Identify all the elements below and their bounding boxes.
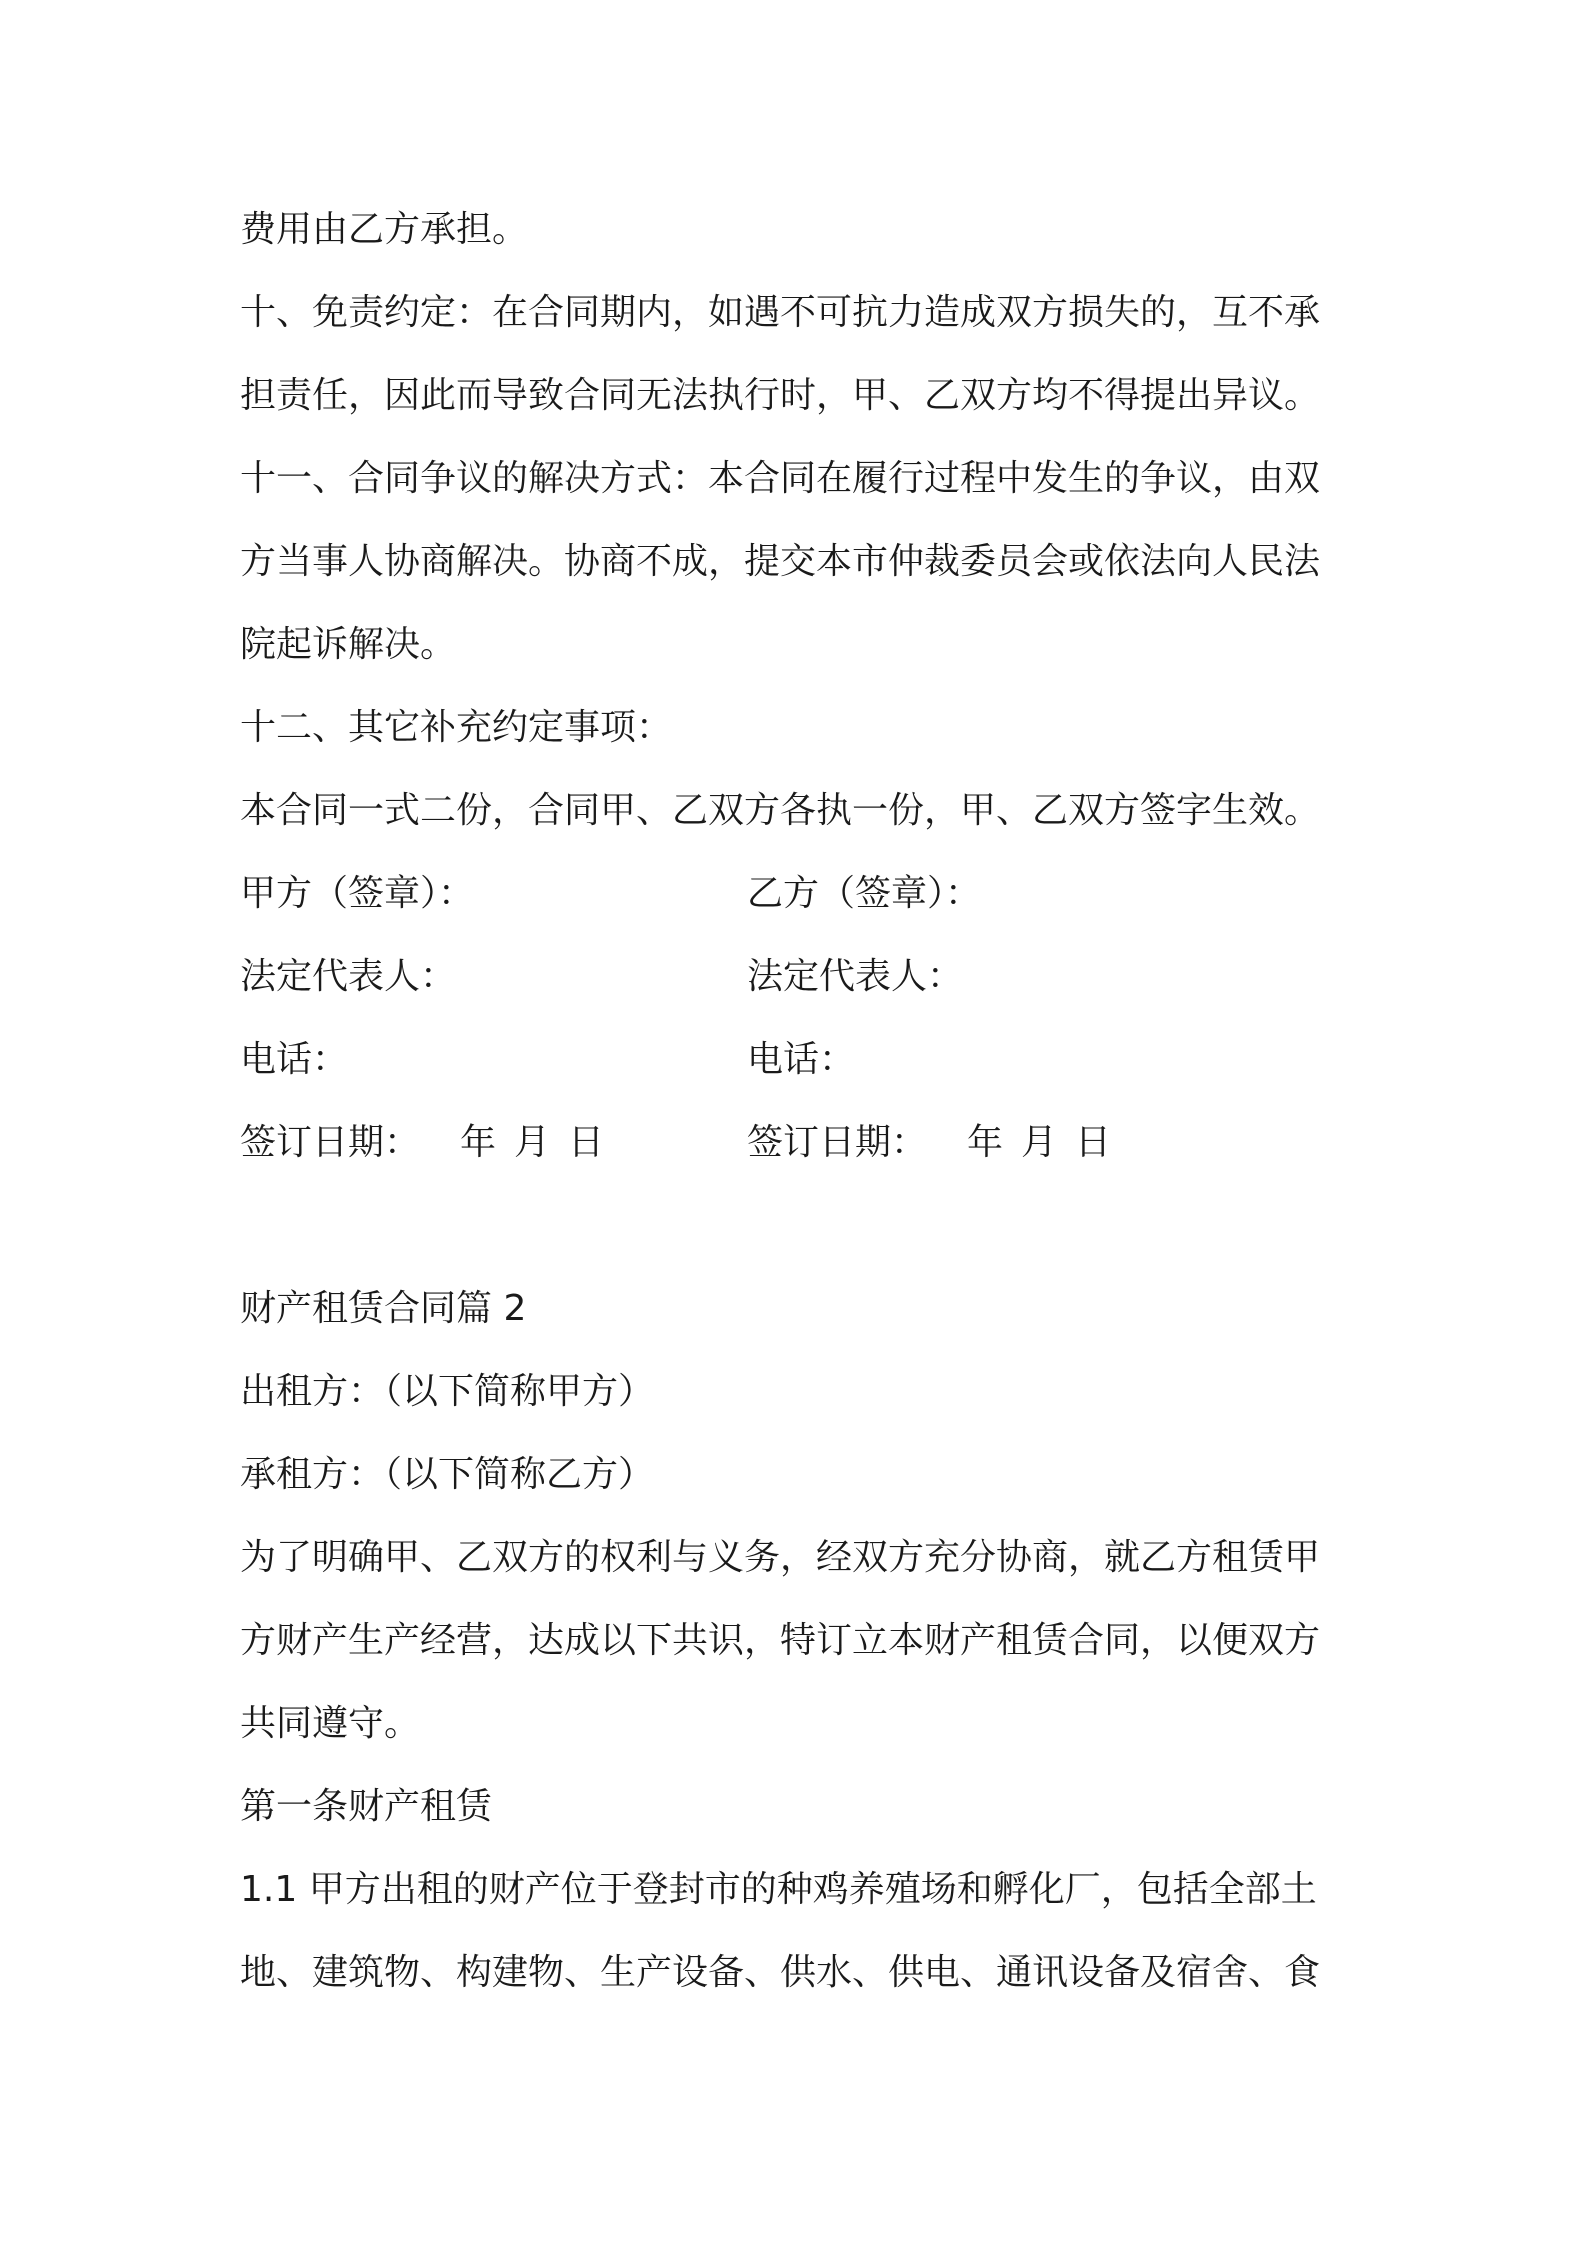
clause-ten-line-2: 担责任，因此而导致合同无法执行时，甲、乙双方均不得提出异议。 <box>240 375 1321 416</box>
party-a-representative-label: 法定代表人： <box>240 956 457 997</box>
day-label: 日 <box>1075 1122 1112 1163</box>
month-label: 月 <box>1021 1122 1058 1163</box>
date-label: 签订日期： <box>240 1122 421 1163</box>
clause-eleven-line-3: 院起诉解决。 <box>240 624 457 665</box>
clause-eleven-line-2: 方当事人协商解决。协商不成，提交本市仲裁委员会或依法向人民法 <box>240 541 1321 582</box>
clause-ten-line-1: 十、免责约定：在合同期内，如遇不可抗力造成双方损失的，互不承 <box>240 292 1321 333</box>
lessee-line: 承租方：（以下简称乙方） <box>240 1454 655 1495</box>
clause-1-1-line-1: 1.1 甲方出租的财产位于登封市的种鸡养殖场和孵化厂，包括全部土 <box>240 1869 1317 1910</box>
party-b-seal-label: 乙方（签章）： <box>747 873 982 914</box>
clause-twelve-heading: 十二、其它补充约定事项： <box>240 707 673 748</box>
preamble-line-1: 为了明确甲、乙双方的权利与义务，经双方充分协商，就乙方租赁甲 <box>240 1537 1321 1578</box>
clause-1-1-line-2: 地、建筑物、构建物、生产设备、供水、供电、通讯设备及宿舍、食 <box>240 1952 1321 1993</box>
clause-eleven-line-1: 十一、合同争议的解决方式：本合同在履行过程中发生的争议，由双 <box>240 458 1321 499</box>
date-label: 签订日期： <box>747 1122 928 1163</box>
copies-statement: 本合同一式二份，合同甲、乙双方各执一份，甲、乙双方签字生效。 <box>240 790 1321 831</box>
preamble-line-2: 方财产生产经营，达成以下共识，特订立本财产租赁合同，以便双方 <box>240 1620 1321 1661</box>
party-b-representative-label: 法定代表人： <box>747 956 964 997</box>
article-one-heading: 第一条财产租赁 <box>240 1786 493 1827</box>
preamble-line-3: 共同遵守。 <box>240 1703 421 1744</box>
year-label: 年 <box>460 1122 497 1163</box>
section-title: 财产租赁合同篇 2 <box>240 1288 527 1329</box>
paragraph-line: 费用由乙方承担。 <box>240 209 529 250</box>
month-label: 月 <box>514 1122 551 1163</box>
year-label: 年 <box>967 1122 1004 1163</box>
party-b-phone-label: 电话： <box>747 1039 856 1080</box>
party-a-phone-label: 电话： <box>240 1039 349 1080</box>
day-label: 日 <box>568 1122 605 1163</box>
lessor-line: 出租方：（以下简称甲方） <box>240 1371 655 1412</box>
party-a-seal-label: 甲方（签章）： <box>240 873 475 914</box>
party-b-signing-date <box>747 1119 1111 1167</box>
